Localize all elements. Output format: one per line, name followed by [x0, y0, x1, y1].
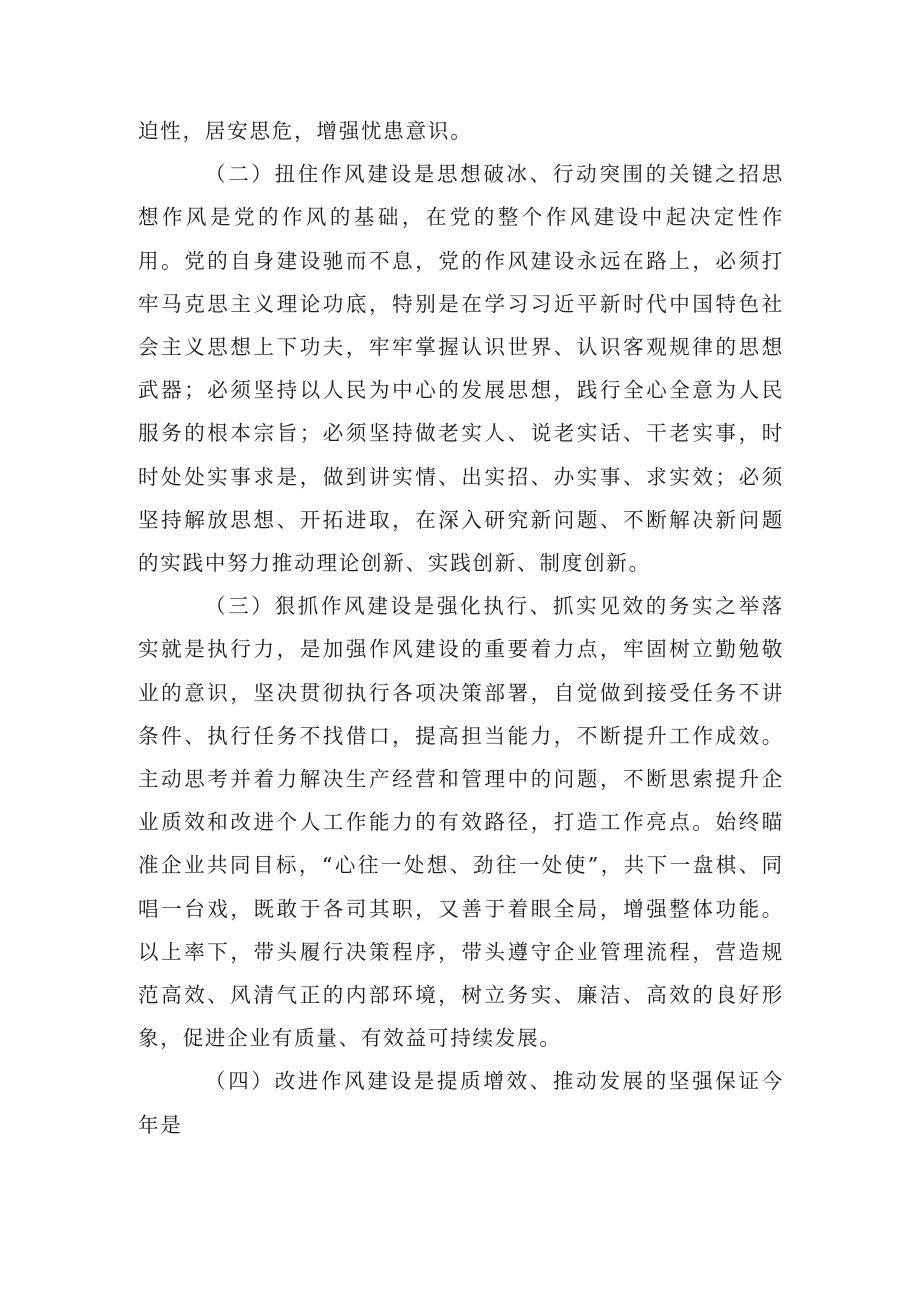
document-body [138, 110, 784, 1147]
paragraph-section-four: （四）改进作风建设是提质增效、推动发展的坚强保证今年是 [138, 1069, 784, 1137]
paragraph-continuation: 迫性，居安思危，增强忧患意识。 [138, 119, 473, 143]
paragraph-section-two: （二）扭住作风建设是思想破冰、行动突围的关键之招思想作风是党的作风的基础，在党的整个作风建设中起决定性作用。党的自身建设驰而不息，党的作风建设永远在路上，必须打牢马克思主义理论功底，特别是在学习习近平新时代中国特色社会主义思想上下功夫，牢牢掌握认识世界、认识客观规律的思想武器；必须坚持以人民为中心的发展思想，践行全心全意为人民服务的根本宗旨；必须坚持做老实人、说老实话、干老实事，时时处处实事求是，做到讲实情、出实招、办实事、求实效；必须坚持解放思想、开拓进取，在深入研究新问题、不断解决新问题的实践中努力推动理论创新、实践创新、制度创新。 [138, 162, 784, 576]
paragraph-section-three: （三）狠抓作风建设是强化执行、抓实见效的务实之举落实就是执行力，是加强作风建设的重要着力点，牢固树立勤勉敬业的意识，坚决贯彻执行各项决策部署，自觉做到接受任务不讲条件、执行任务不找借口，提高担当能力，不断提升工作成效。主动思考并着力解决生产经营和管理中的问题，不断思索提升企业质效和改进个人工作能力的有效路径，打造工作亮点。始终瞄准企业共同目标，“心往一处想、劲往一处使”，共下一盘棋、同唱一台戏，既敢于各司其职，又善于着眼全局，增强整体功能。以上率下，带头履行决策程序，带头遵守企业管理流程，营造规范高效、风清气正的内部环境，树立务实、廉洁、高效的良好形象，促进企业有质量、有效益可持续发展。 [138, 594, 784, 1051]
